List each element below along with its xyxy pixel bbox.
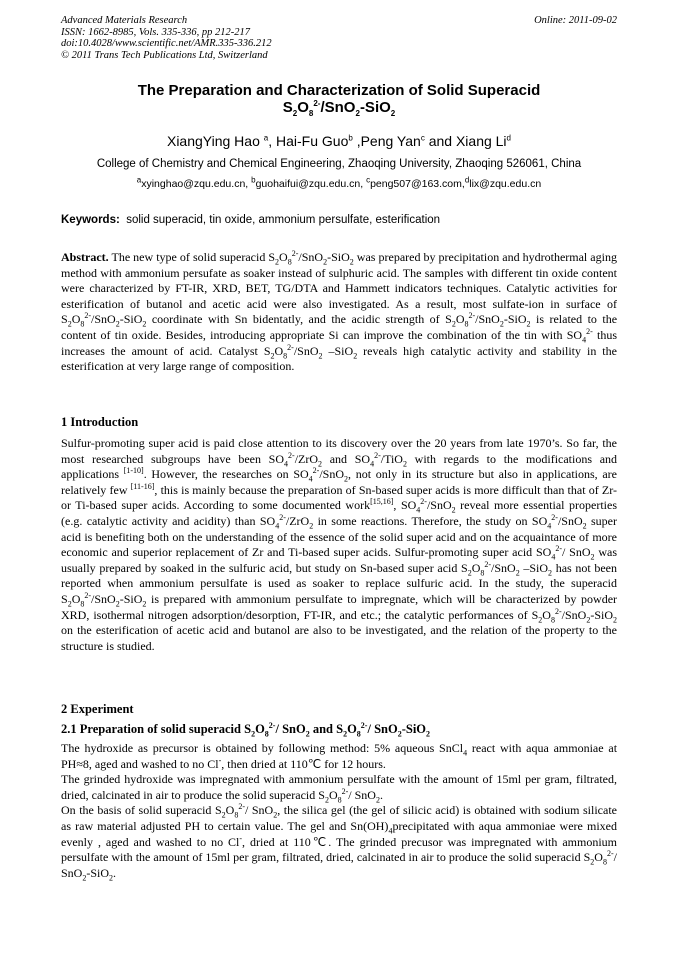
affiliation: College of Chemistry and Chemical Engineering, Zhaoqing University, Zhaoqing 526061, China bbox=[96, 158, 582, 170]
keywords-label: Keywords: bbox=[61, 214, 120, 226]
online-date: Online: 2011-09-02 bbox=[534, 15, 617, 26]
author-3: Peng Yan bbox=[360, 133, 421, 149]
citation[interactable]: [11-16] bbox=[130, 481, 155, 491]
subsection-heading: 2.1 Preparation of solid superacid $S_2O_8^{2-}/$ SnO$_2$ and $S_2O_8^{2-}/$ SnO$_2$-SiO$_2$ bbox=[61, 720, 431, 739]
journal-header bbox=[61, 15, 617, 61]
experiment-text: The hydroxide as precursor is obtained by following method: 5% aqueous SnCl$_4$ react with aqua ammoniae at PH≈8, aged and washed to no Cl-, then dried at 110℃ for 12 hours. The grinded hydroxide was impregnated with ammonium persulfate with the amount of 15ml per gram, filtrated, dried, calcinated in air to produce the solid superacid $S_2O_8^{2-}/$ SnO$_2$. On the basis of solid superacid $S_2O_8^{2-}/$ SnO$_2$, the silica gel (the gel of silicic acid) is obtained with sodium silicate as raw material adjusted PH to certain value. The gel and $Sn(OH)_4precipitated$ with aqua ammoniae were mixed evenly , aged and washed to no Cl-, dried at 110℃. The grinded precusor was impregnated with ammonium persulfate with the amount of 15ml per gram, filtrated, dried, calcinated in air to produce the solid superacid $S_2O_8^{2-}/$ SnO$_2$-SiO$_2$. bbox=[61, 741, 618, 883]
abstract-label: Abstract. bbox=[61, 250, 109, 264]
author-2: Hai-Fu Guo bbox=[276, 133, 349, 149]
author-1: XiangYing Hao bbox=[166, 133, 260, 149]
email-c[interactable]: peng507@163.com bbox=[370, 178, 462, 190]
citation[interactable]: [15,16] bbox=[370, 497, 394, 507]
email-a[interactable]: xyinghao@zqu.edu.cn bbox=[141, 178, 246, 190]
keywords bbox=[61, 213, 617, 227]
issn: ISSN: 1662-8985, Vols. 335-336, pp 212-217 bbox=[61, 26, 250, 38]
keywords-text: solid superacid, tin oxide, ammonium persulfate, esterification bbox=[126, 214, 441, 226]
email-b[interactable]: guohaifui@zqu.edu.cn bbox=[255, 178, 361, 190]
paper-title bbox=[61, 82, 617, 116]
journal-name: Advanced Materials Research bbox=[61, 15, 188, 26]
copyright: © 2011 Trans Tech Publications Ltd, Switzerland bbox=[61, 49, 268, 61]
introduction-text: Sulfur-promoting super acid is paid close attention to its discovery over the 20 years from late 1970’s. So far, the most researched subgroups have been $SO_4^{2-}/ZrO_2$ and $SO_4^{2-}/TiO_2$ with regards to the modifications and applications [1-10]. However, the researches on $SO_4^{2-}/SnO_2$, not only in its structure but also in applications, are relatively few [11-16], this is mainly because the preparation of Sn-based super acids is more difficult than that of Zr- or Ti-based super acids. According to some documented work[15,16], $SO_4^{2-}/SnO_2$ reveal more essential properties (e.g. catalytic activity and acidity) than $SO_4^{2-}/ZrO_2$ in some reactions. Therefore, the study on $SO_4^{2-}/SnO_2$ super acid is benefiting both on the understanding of the essence of the solid super acid and on the acquaintance of more economic and superior replacement of Zr and Ti-based super acids. Sulfur-promoting super acid $SO_4^{2-}/$ SnO$_2$ was usually prepared by soaked in the sulfuric acid, but study on Sn-based super acid $S_2O_8^{2-}/SnO_2$ –SiO$_2$ has not been reported when ammonium persulfate is used as soaker to replace sulfuric acid. In the study, the superacid $S_2O_8^{2-}/SnO_2-SiO_2$ is prepared with ammonium persulfate to impregnate, which will be characterized by powder XRD, isothermal nitrogen adsorption/desorption, FT-IR, and etc.; the catalytic performances of $S_2O_8^{2-}/SnO_2-SiO_2$ on the esterification of acetic acid and butanol are also to be investigated, and the relation of the property to the structure is studied. bbox=[61, 436, 618, 653]
email-d[interactable]: lix@zqu.edu.cn bbox=[469, 178, 542, 190]
email-list: $^a$xyinghao@zqu.edu.cn, $^b$guohaifui@zqu.edu.cn, $^c$peng507@163.com,$^d$lix@zqu.edu.cn bbox=[136, 175, 542, 190]
doi: doi:10.4028/www.scientific.net/AMR.335-336.212 bbox=[61, 38, 272, 49]
section-experiment-heading: 2 Experiment bbox=[61, 702, 134, 716]
citation[interactable]: [1-10] bbox=[123, 466, 144, 476]
title-line1: The Preparation and Characterization of Solid Superacid bbox=[137, 82, 541, 99]
author-list: XiangYing Hao $^a$, Hai-Fu Guo$^b$ ,Peng Yan$^c$ and Xiang Li$^d$ bbox=[166, 133, 511, 149]
section-introduction-heading: 1 Introduction bbox=[61, 415, 139, 429]
abstract: Abstract. The new type of solid superacid $S_2O_8^{2-}/SnO_2-SiO_2$ was prepared by precipitation and hydrothermal aging method with ammonium persufate as soaker instead of sulphuric acid. The samples with different tin oxide content were characterized by FT-IR, XRD, BET, TG/DTA and Hammett indicators techniques. Catalytic activities for esterification of butanol and acetic acid were also investigated. As a result, most sulfate-ion in surface of $S_2O_8^{2-}/SnO_2-SiO_2$ coordinate with Sn bidentatly, and the acidic strength of $S_2O_8^{2-}/SnO_2-SiO_2$ is related to the content of tin oxide. Besides, introducing appropriate Si can improve the combination of the tin with $SO_4^{2-}$ thus increases the amount of acid. Catalyst $S_2O_8^{2-}/SnO_2$ –SiO$_2$ reveals high catalytic activity and stability in the esterification at very large range of composition. bbox=[61, 249, 618, 374]
title-formula: $S_2O_8^{2-}/SnO_2-SiO_2$ bbox=[282, 99, 396, 118]
author-4: Xiang Li bbox=[455, 133, 507, 149]
